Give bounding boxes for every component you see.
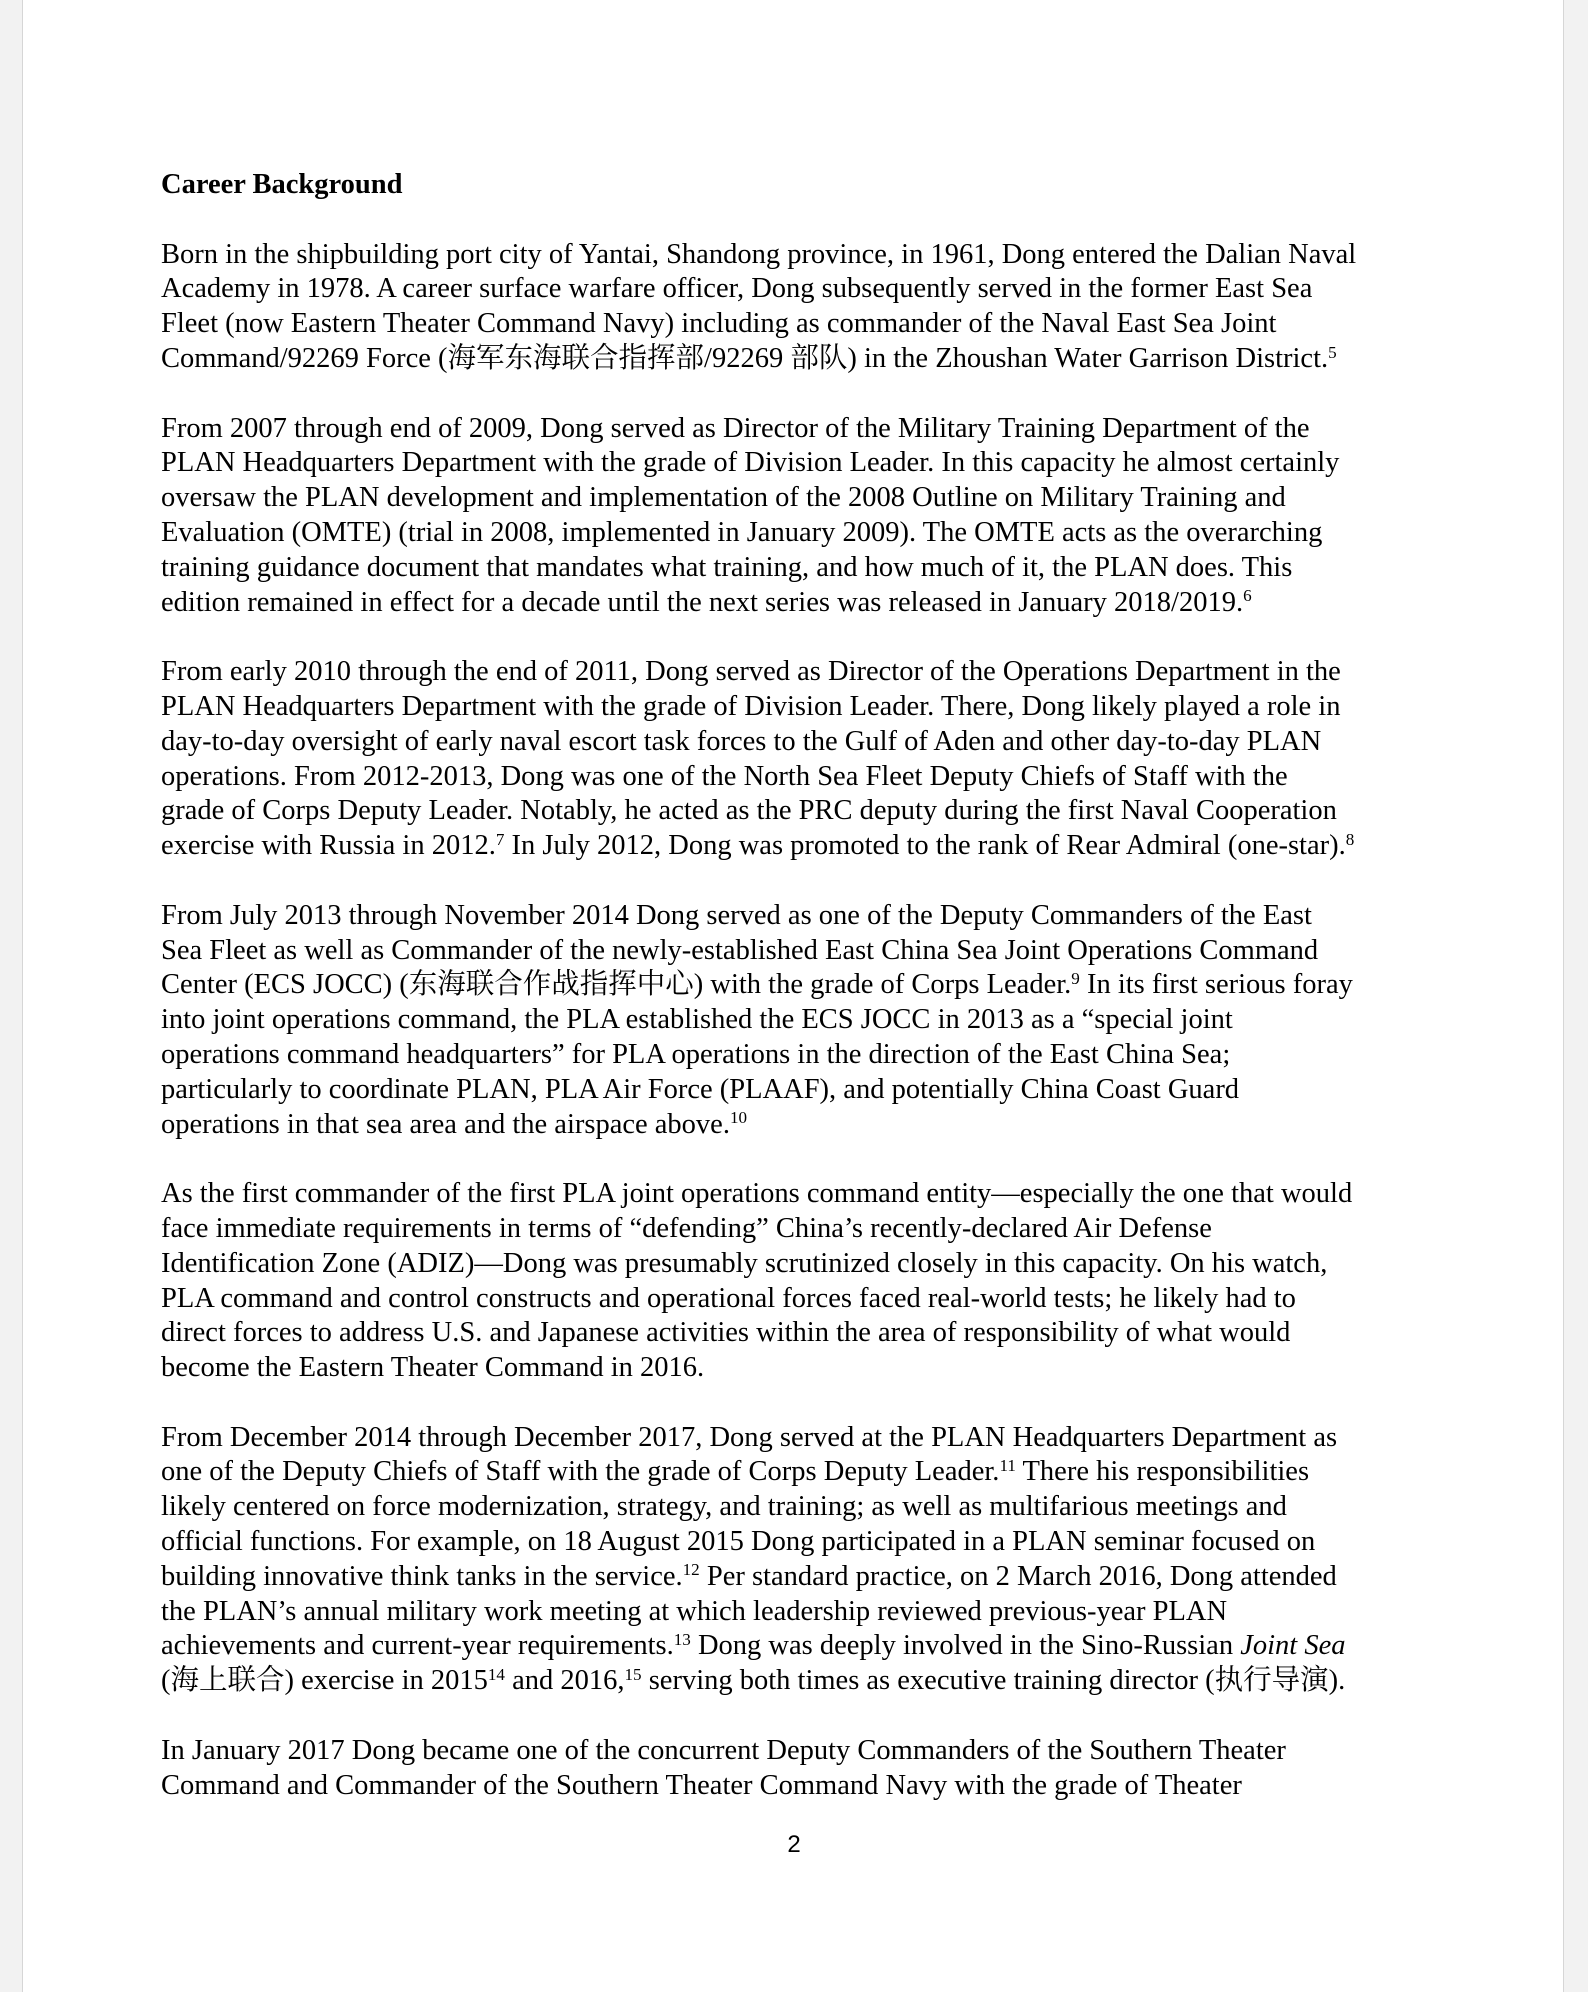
text-line (161, 1177, 1461, 1212)
text-run: Evaluation (OMTE) (trial in 2008, implemented in January 2009). The OMTE acts as the overarching (161, 516, 1323, 548)
text-line (161, 655, 1461, 690)
text-run: From July 2013 through November 2014 Dong served as one of the Deputy Commanders of the East (161, 899, 1312, 931)
italic-text: Joint Sea (1240, 1630, 1346, 1662)
text-line (161, 1073, 1461, 1108)
text-line (161, 551, 1461, 586)
text-run: Sea Fleet as well as Commander of the newly-established East China Sea Joint Operations Command (161, 934, 1319, 966)
text-run: training guidance document that mandates what training, and how much of it, the PLAN does. This (161, 551, 1293, 583)
text-line (161, 481, 1461, 516)
text-run: Command/92269 Force (海军东海联合指挥部/92269 部队) in the Zhoushan Water Garrison District. (161, 342, 1329, 374)
footnote-ref: 14 (487, 1664, 505, 1684)
text-run: Per standard practice, on 2 March 2016, Dong attended (699, 1560, 1337, 1592)
text-run: building innovative think tanks in the service. (161, 1560, 683, 1592)
text-line (161, 1525, 1461, 1560)
text-line (161, 794, 1461, 829)
text-run: into joint operations command, the PLA established the ECS JOCC in 2013 as a “special joint (161, 1004, 1233, 1036)
text-line (161, 725, 1461, 760)
text-run: From 2007 through end of 2009, Dong served as Director of the Military Training Department of the (161, 412, 1310, 444)
text-line (161, 1003, 1461, 1038)
footnote-ref: 12 (682, 1560, 700, 1580)
text-run: As the first commander of the first PLA joint operations command entity—especially the one that would (161, 1178, 1353, 1210)
text-line (161, 446, 1461, 481)
text-run: PLAN Headquarters Department with the grade of Division Leader. In this capacity he almost certainly (161, 447, 1340, 479)
text-run: face immediate requirements in terms of “defending” China’s recently-declared Air Defense (161, 1212, 1212, 1244)
text-line (161, 829, 1461, 864)
text-line (161, 272, 1461, 307)
text-line (161, 1734, 1461, 1769)
footnote-ref: 9 (1071, 968, 1080, 988)
text-run: Identification Zone (ADIZ)—Dong was presumably scrutinized closely in this capacity. On his watch, (161, 1247, 1328, 1279)
text-line (161, 307, 1461, 342)
paragraphs-container (161, 238, 1461, 1804)
text-line (161, 968, 1461, 1003)
text-line (161, 1629, 1461, 1664)
paragraph (161, 412, 1461, 621)
text-run: (海上联合) exercise in 2015 (161, 1665, 488, 1697)
footnote-ref: 6 (1243, 586, 1252, 606)
text-run: Born in the shipbuilding port city of Yantai, Shandong province, in 1961, Dong entered the Dalian Naval (161, 238, 1357, 270)
paragraph (161, 655, 1461, 864)
text-run: Fleet (now Eastern Theater Command Navy) including as commander of the Naval East Sea Joint (161, 308, 1277, 340)
footnote-ref: 15 (624, 1664, 642, 1684)
text-run: serving both times as executive training director (执行导演). (641, 1665, 1346, 1697)
text-run: day-to-day oversight of early naval escort task forces to the Gulf of Aden and other day-to-day PLAN (161, 725, 1322, 757)
text-run: From early 2010 through the end of 2011, Dong served as Director of the Operations Department in the (161, 656, 1341, 688)
text-line (161, 1038, 1461, 1073)
text-line (161, 1351, 1461, 1386)
section-heading: Career Background (161, 169, 403, 200)
text-run: In July 2012, Dong was promoted to the rank of Rear Admiral (one-star). (504, 830, 1346, 862)
text-line (161, 690, 1461, 725)
text-run: In January 2017 Dong became one of the concurrent Deputy Commanders of the Southern Theater (161, 1734, 1286, 1766)
document-page (22, 0, 1564, 1992)
text-run: operations command headquarters” for PLA operations in the direction of the East China Sea; (161, 1038, 1231, 1070)
text-run: From December 2014 through December 2017, Dong served at the PLAN Headquarters Department as (161, 1421, 1338, 1453)
text-line (161, 1769, 1461, 1804)
text-run: Command and Commander of the Southern Theater Command Navy with the grade of Theater (161, 1769, 1242, 1801)
paragraph (161, 1421, 1461, 1699)
text-line (161, 1664, 1461, 1699)
text-line (161, 1316, 1461, 1351)
text-run: achievements and current-year requirements. (161, 1630, 674, 1662)
text-run: become the Eastern Theater Command in 2016. (161, 1352, 705, 1384)
text-run: PLA command and control constructs and operational forces faced real-world tests; he likely had to (161, 1282, 1296, 1314)
text-run: edition remained in effect for a decade until the next series was released in January 2018/2019. (161, 586, 1244, 618)
text-line (161, 238, 1461, 273)
paragraph (161, 899, 1461, 1143)
text-run: In its first serious foray (1079, 969, 1353, 1001)
text-line (161, 342, 1461, 377)
text-line (161, 1212, 1461, 1247)
text-run: exercise with Russia in 2012. (161, 830, 496, 862)
text-run: Dong was deeply involved in the Sino-Russian (690, 1630, 1241, 1662)
text-line (161, 412, 1461, 447)
text-line (161, 934, 1461, 969)
text-run: oversaw the PLAN development and implementation of the 2008 Outline on Military Training and (161, 482, 1286, 514)
text-run: PLAN Headquarters Department with the grade of Division Leader. There, Dong likely played a role in (161, 690, 1341, 722)
text-run: official functions. For example, on 18 August 2015 Dong participated in a PLAN seminar focused on (161, 1526, 1316, 1558)
text-line (161, 1560, 1461, 1595)
text-run: There his responsibilities (1015, 1456, 1310, 1488)
page-number: 2 (787, 1831, 801, 1858)
text-run: one of the Deputy Chiefs of Staff with the grade of Corps Deputy Leader. (161, 1456, 1000, 1488)
footnote-ref: 10 (729, 1108, 748, 1128)
footnote-ref: 7 (495, 829, 505, 849)
text-line (161, 1108, 1461, 1143)
text-run: operations in that sea area and the airspace above. (161, 1108, 730, 1140)
text-line (161, 760, 1461, 795)
text-line (161, 1421, 1461, 1456)
text-line (161, 516, 1461, 551)
text-run: likely centered on force modernization, strategy, and training; as well as multifarious meetings and (161, 1491, 1287, 1523)
text-run: grade of Corps Deputy Leader. Notably, he acted as the PRC deputy during the first Naval Cooperation (161, 795, 1337, 827)
text-run: and 2016, (504, 1665, 625, 1697)
text-line (161, 1595, 1461, 1630)
page-content (161, 168, 1461, 1838)
text-run: Academy in 1978. A career surface warfare officer, Dong subsequently served in the former East Sea (161, 273, 1313, 305)
scrollbar-track[interactable] (1566, 0, 1588, 1992)
text-line (161, 899, 1461, 934)
paragraph (161, 1734, 1461, 1804)
text-line (161, 1282, 1461, 1317)
footnote-ref: 8 (1345, 829, 1355, 849)
text-line (161, 586, 1461, 621)
footnote-ref: 5 (1328, 342, 1337, 362)
text-run: direct forces to address U.S. and Japanese activities within the area of responsibility of what would (161, 1317, 1291, 1349)
paragraph (161, 1177, 1461, 1386)
text-line (161, 1455, 1461, 1490)
paragraph (161, 238, 1461, 377)
footnote-ref: 11 (999, 1456, 1016, 1476)
text-run: particularly to coordinate PLAN, PLA Air Force (PLAAF), and potentially China Coast Guard (161, 1073, 1240, 1105)
text-line (161, 1247, 1461, 1282)
text-run: Center (ECS JOCC) (东海联合作战指挥中心) with the grade of Corps Leader. (161, 969, 1072, 1001)
text-line (161, 1490, 1461, 1525)
text-run: the PLAN’s annual military work meeting at which leadership reviewed previous-year PLAN (161, 1595, 1228, 1627)
text-run: operations. From 2012-2013, Dong was one of the North Sea Fleet Deputy Chiefs of Staff with the (161, 760, 1288, 792)
footnote-ref: 13 (673, 1630, 691, 1650)
